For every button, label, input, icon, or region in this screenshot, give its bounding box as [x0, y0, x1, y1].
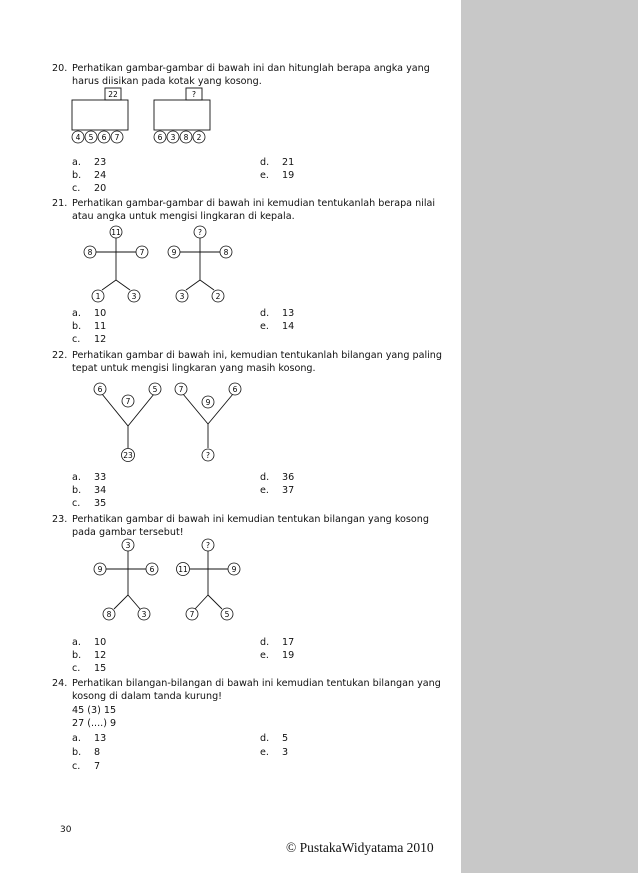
question-number: 23.: [52, 514, 68, 525]
hand-right-value: 8: [223, 248, 229, 257]
foot-right-value: 5: [224, 610, 230, 619]
option-c[interactable]: c. 7: [72, 761, 101, 772]
y-shape-left: [94, 383, 161, 462]
head-value: ?: [206, 541, 210, 550]
option-e[interactable]: e. 37: [260, 485, 295, 496]
bottom-value: ?: [206, 451, 210, 460]
figure-23: [88, 538, 258, 622]
box-value: 22: [108, 90, 118, 99]
sequence-line-2: 27 (....) 9: [72, 718, 117, 730]
foot-right-value: 2: [215, 292, 221, 301]
option-b[interactable]: b. 34: [72, 485, 107, 496]
question-number: 22.: [52, 350, 68, 361]
y-shape-right: [175, 383, 241, 461]
circle-value: 2: [196, 133, 202, 142]
bottom-value: 23: [123, 451, 133, 460]
option-e[interactable]: e. 3: [260, 747, 289, 758]
top-right-value: 5: [152, 385, 158, 394]
foot-left-value: 1: [95, 292, 101, 301]
option-d[interactable]: d. 13: [260, 308, 295, 319]
option-d[interactable]: d. 5: [260, 733, 289, 744]
option-c[interactable]: c. 20: [72, 183, 107, 194]
option-c[interactable]: c. 35: [72, 498, 107, 509]
option-d[interactable]: d. 17: [260, 637, 295, 648]
foot-left-value: 7: [189, 610, 195, 619]
foot-left-value: 8: [106, 610, 112, 619]
gray-margin-panel: [461, 0, 638, 873]
option-a[interactable]: a. 33: [72, 472, 107, 483]
tree-right: [168, 226, 232, 302]
option-c[interactable]: c. 12: [72, 334, 107, 345]
option-a[interactable]: a. 13: [72, 733, 107, 744]
hand-left-value: 11: [178, 565, 188, 574]
option-b[interactable]: b. 11: [72, 321, 107, 332]
hand-left-value: 9: [97, 565, 103, 574]
question-text: Perhatikan bilangan-bilangan di bawah ini kemudian tentukan bilangan yang kosong di dalam tanda kurung!: [72, 678, 441, 703]
option-b[interactable]: b. 12: [72, 650, 107, 661]
question-number: 24.: [52, 678, 68, 689]
option-e[interactable]: e. 14: [260, 321, 295, 332]
head-value: 3: [125, 541, 131, 550]
page-number: 30: [60, 825, 72, 835]
option-b[interactable]: b. 8: [72, 747, 101, 758]
option-b[interactable]: b. 24: [72, 170, 107, 181]
middle-value: 7: [125, 397, 131, 406]
figure-21: [76, 222, 246, 306]
middle-value: 9: [205, 398, 211, 407]
circle-value: 6: [101, 133, 107, 142]
option-a[interactable]: a. 10: [72, 637, 107, 648]
circle-value: 8: [183, 133, 189, 142]
hand-left-value: 8: [87, 248, 93, 257]
hand-right-value: 6: [149, 565, 155, 574]
box-value: ?: [192, 90, 196, 99]
option-e[interactable]: e. 19: [260, 650, 295, 661]
hand-left-value: 9: [171, 248, 177, 257]
circle-value: 3: [170, 133, 176, 142]
top-left-value: 7: [178, 385, 184, 394]
number-sequence: [72, 704, 116, 731]
sequence-line-1: 45 (3) 15: [72, 705, 117, 716]
head-value: 11: [111, 228, 121, 237]
circle-value: 6: [157, 133, 163, 142]
top-left-value: 6: [97, 385, 103, 394]
tree-left: [94, 539, 158, 620]
option-a[interactable]: a. 23: [72, 157, 107, 168]
circle-value: 4: [75, 133, 81, 142]
option-a[interactable]: a. 10: [72, 308, 107, 319]
foot-right-value: 3: [131, 292, 137, 301]
figure-22: [88, 378, 258, 468]
option-c[interactable]: c. 15: [72, 663, 107, 674]
tree-right: [177, 539, 241, 620]
footer-copyright: © PustakaWidyatama 2010: [286, 840, 434, 855]
top-right-value: 6: [232, 385, 238, 394]
hand-right-value: 9: [231, 565, 237, 574]
circle-value: 5: [88, 133, 94, 142]
question-number: 20.: [52, 63, 68, 74]
option-d[interactable]: d. 36: [260, 472, 295, 483]
option-d[interactable]: d. 21: [260, 157, 295, 168]
foot-left-value: 3: [179, 292, 185, 301]
tree-left: [84, 226, 148, 302]
circle-value: 7: [114, 133, 120, 142]
question-text: Perhatikan gambar-gambar di bawah ini dan hitunglah berapa angka yang harus diisikan pada kotak yang kosong.: [72, 63, 430, 88]
foot-right-value: 3: [141, 610, 147, 619]
figure-20: [66, 86, 226, 148]
question-number: 21.: [52, 198, 68, 209]
question-text: Perhatikan gambar-gambar di bawah ini kemudian tentukanlah berapa nilai atau angka untuk mengisi lingkaran di kepala.: [72, 198, 436, 223]
question-text: Perhatikan gambar di bawah ini, kemudian tentukanlah bilangan yang paling tepat untuk mengisi lingkaran yang masih kosong.: [72, 350, 442, 375]
question-text: Perhatikan gambar di bawah ini kemudian tentukan bilangan yang kosong pada gambar tersebut!: [72, 514, 429, 539]
head-value: ?: [198, 228, 202, 237]
option-e[interactable]: e. 19: [260, 170, 295, 181]
hand-right-value: 7: [139, 248, 145, 257]
